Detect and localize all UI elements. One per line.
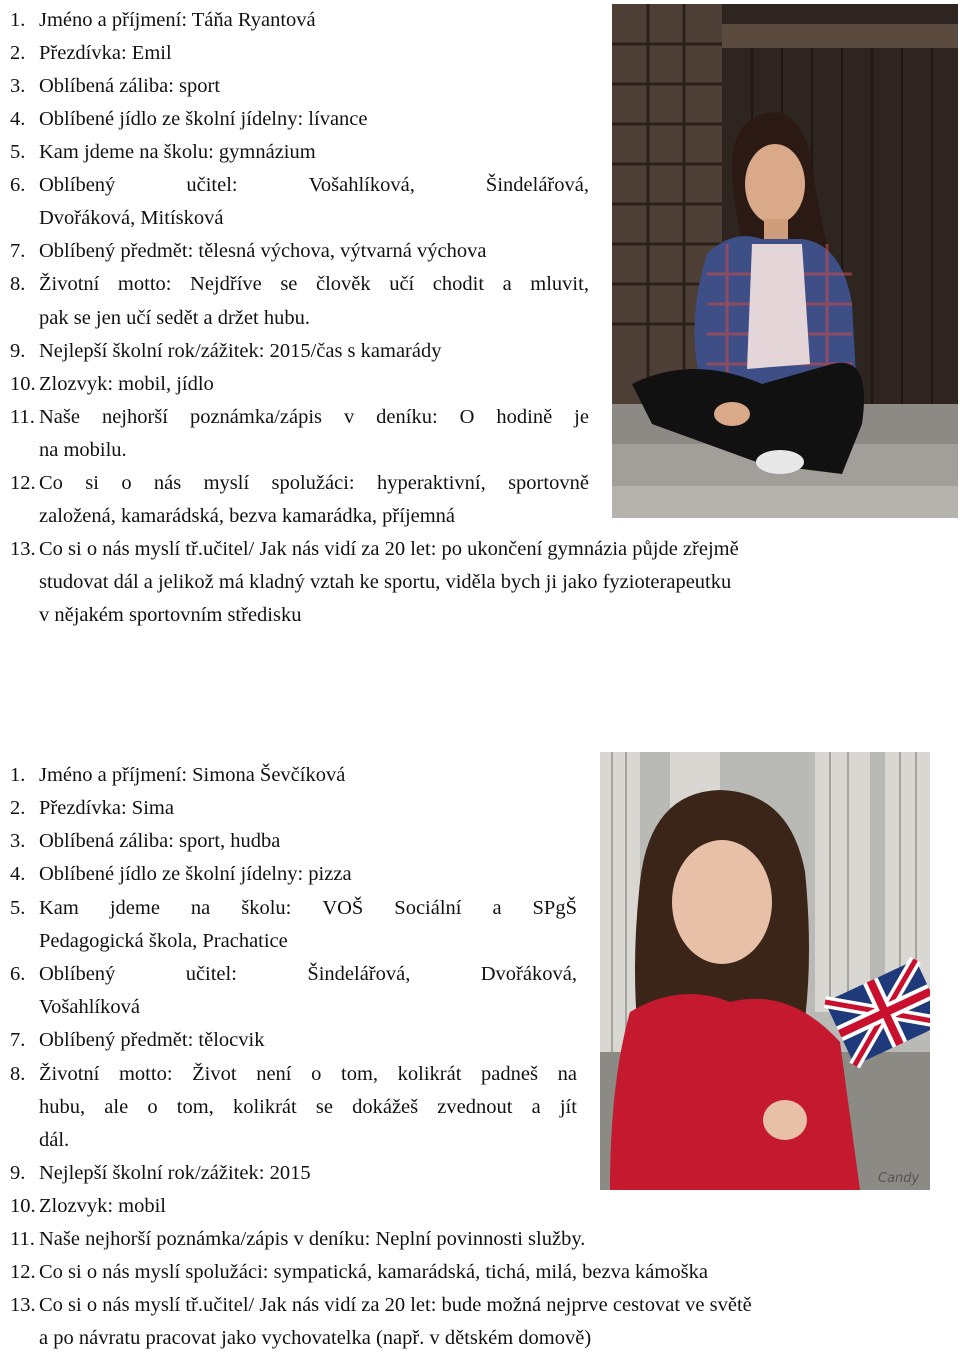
item-text: Oblíbené jídlo ze školní jídelny: lívance [39,108,368,130]
item-number: 12. [10,1261,36,1283]
item-number: 7. [10,240,26,262]
item-text: studovat dál a jelikož má kladný vztah ke sportu, viděla bych ji jako fyzioterapeutku [39,571,732,593]
item-number: 4. [10,108,26,130]
item-text: Zlozvyk: mobil [39,1195,166,1217]
item-text: Oblíbený předmět: tělesná výchova, výtvarná výchova [39,240,487,262]
item-text: na mobilu. [39,439,127,461]
item-text: Oblíbená záliba: sport, hudba [39,830,281,852]
item-text: Co si o nás myslí spolužáci: sympatická, kamarádská, tichá, milá, bezva kámoška [39,1261,708,1283]
item-text: Přezdívka: Sima [39,797,174,819]
item-text: Přezdívka: Emil [39,42,172,64]
item-text: Jméno a příjmení: Simona Ševčíková [39,764,346,786]
item-number: 5. [10,897,26,919]
item-number: 9. [10,340,26,362]
item-text: a po návratu pracovat jako vychovatelka (např. v dětském domově) [39,1327,592,1349]
item-number: 10. [10,1195,36,1217]
item-text: Pedagogická škola, Prachatice [39,930,288,952]
item-text: Oblíbené jídlo ze školní jídelny: pizza [39,863,352,885]
item-number: 11. [10,406,35,428]
item-text: Dvořáková, Mitísková [39,207,224,229]
item-text: Oblíbený učitel: Šindelářová, Dvořáková, [39,963,577,985]
item-text: Co si o nás myslí tř.učitel/ Jak nás vidí za 20 let: po ukončení gymnázia půjde zřejmě [39,538,739,560]
item-text: Nejlepší školní rok/zážitek: 2015 [39,1162,311,1184]
item-text: založená, kamarádská, bezva kamarádka, příjemná [39,505,456,527]
item-number: 13. [10,1294,36,1316]
item-number: 13. [10,538,36,560]
item-number: 12. [10,472,36,494]
item-text: pak se jen učí sedět a držet hubu. [39,307,310,329]
item-text: Co si o nás myslí tř.učitel/ Jak nás vidí za 20 let: bude možná nejprve cestovat ve světě [39,1294,752,1316]
item-text: Oblíbený učitel: Vošahlíková, Šindelářová, [39,174,589,196]
item-number: 3. [10,75,26,97]
item-text: hubu, ale o tom, kolikrát se dokážeš zvednout a jít [39,1096,577,1118]
item-number: 1. [10,764,26,786]
item-text: Naše nejhorší poznámka/zápis v deníku: Neplní povinnosti služby. [39,1228,586,1250]
item-text: dál. [39,1129,70,1151]
item-number: 11. [10,1228,35,1250]
student-photo-tana [612,4,958,518]
item-number: 2. [10,42,26,64]
item-text: Životní motto: Život není o tom, kolikrát padneš na [39,1063,577,1085]
item-number: 10. [10,373,36,395]
item-number: 5. [10,141,26,163]
item-number: 6. [10,963,26,985]
item-text: v nějakém sportovním středisku [39,604,302,626]
item-text: Kam jdeme na školu: VOŠ Sociální a SPgŠ [39,897,577,919]
item-text: Jméno a příjmení: Táňa Ryantová [39,9,316,31]
student-photo-simona [600,752,930,1190]
item-text: Oblíbená záliba: sport [39,75,221,97]
item-text: Zlozvyk: mobil, jídlo [39,373,214,395]
item-number: 7. [10,1029,26,1051]
item-number: 1. [10,9,26,31]
item-number: 2. [10,797,26,819]
item-text: Vošahlíková [39,996,140,1018]
item-number: 9. [10,1162,26,1184]
item-number: 8. [10,273,26,295]
item-text: Nejlepší školní rok/zážitek: 2015/čas s kamarády [39,340,442,362]
item-text: Životní motto: Nejdříve se člověk učí chodit a mluvit, [39,273,589,295]
candy-watermark: Candy [878,1171,920,1186]
item-text: Oblíbený předmět: tělocvik [39,1029,265,1051]
item-number: 8. [10,1063,26,1085]
item-number: 6. [10,174,26,196]
item-number: 3. [10,830,26,852]
item-number: 4. [10,863,26,885]
item-text: Kam jdeme na školu: gymnázium [39,141,316,163]
item-text: Co si o nás myslí spolužáci: hyperaktivní, sportovně [39,472,589,494]
item-text: Naše nejhorší poznámka/zápis v deníku: O hodině je [39,406,589,428]
